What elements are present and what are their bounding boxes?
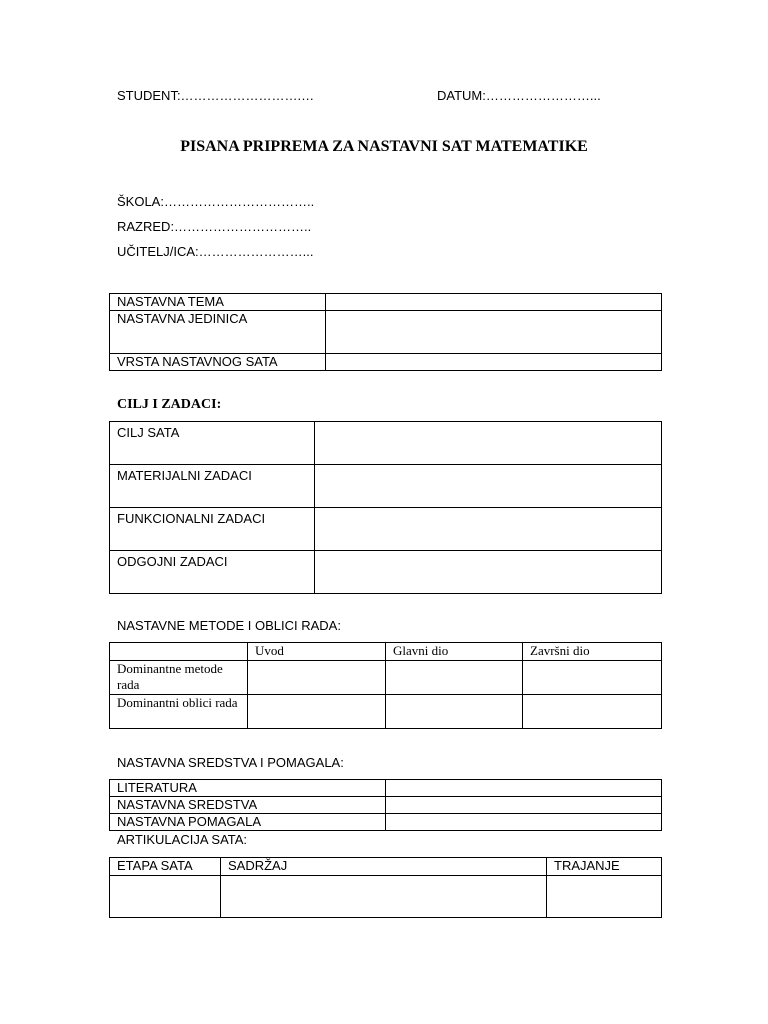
functional-tasks-value[interactable]	[315, 508, 662, 551]
lesson-info-table	[109, 293, 662, 371]
literature-value[interactable]	[386, 780, 662, 797]
functional-tasks-label: FUNKCIONALNI ZADACI	[110, 508, 315, 551]
stage-cell[interactable]	[110, 876, 221, 918]
student-field[interactable]: STUDENT:……………………….…	[117, 88, 315, 103]
content-cell[interactable]	[221, 876, 547, 918]
stage-column-header: ETAPA SATA	[110, 858, 221, 876]
educational-tasks-value[interactable]	[315, 551, 662, 594]
material-tasks-label: MATERIJALNI ZADACI	[110, 465, 315, 508]
lesson-topic-label: NASTAVNA TEMA	[110, 294, 326, 311]
methods-col-main: Glavni dio	[386, 643, 523, 661]
lesson-topic-value[interactable]	[326, 294, 662, 311]
date-field[interactable]: DATUM:……………………...	[437, 88, 601, 103]
class-field[interactable]: RAZRED:…………………………..	[117, 219, 312, 234]
dominant-forms-main[interactable]	[386, 695, 523, 729]
articulation-table	[109, 857, 662, 918]
resources-heading: NASTAVNA SREDSTVA I POMAGALA:	[117, 755, 344, 770]
dominant-methods-intro[interactable]	[248, 661, 386, 695]
content-column-header: SADRŽAJ	[221, 858, 547, 876]
educational-tasks-label: ODGOJNI ZADACI	[110, 551, 315, 594]
page-title: PISANA PRIPREMA ZA NASTAVNI SAT MATEMATIKE	[180, 138, 588, 155]
dominant-forms-intro[interactable]	[248, 695, 386, 729]
resources-table	[109, 779, 662, 831]
lesson-unit-label: NASTAVNA JEDINICA	[110, 311, 326, 354]
teaching-aids-label: NASTAVNA SREDSTVA	[110, 797, 386, 814]
methods-corner-cell	[110, 643, 248, 661]
teacher-field[interactable]: UČITELJ/ICA:……………………...	[117, 244, 314, 259]
dominant-forms-final[interactable]	[523, 695, 662, 729]
lesson-type-label: VRSTA NASTAVNOG SATA	[110, 354, 326, 371]
teaching-tools-label: NASTAVNA POMAGALA	[110, 814, 386, 831]
dominant-forms-label: Dominantni oblici rada	[110, 695, 248, 729]
school-field[interactable]: ŠKOLA:……………………………..	[117, 194, 315, 209]
material-tasks-value[interactable]	[315, 465, 662, 508]
dominant-methods-main[interactable]	[386, 661, 523, 695]
goals-heading: CILJ I ZADACI:	[117, 397, 222, 412]
lesson-unit-value[interactable]	[326, 311, 662, 354]
literature-label: LITERATURA	[110, 780, 386, 797]
methods-heading: NASTAVNE METODE I OBLICI RADA:	[117, 618, 341, 633]
goal-row-value[interactable]	[315, 422, 662, 465]
teaching-aids-value[interactable]	[386, 797, 662, 814]
dominant-methods-final[interactable]	[523, 661, 662, 695]
articulation-heading: ARTIKULACIJA SATA:	[117, 832, 248, 847]
methods-col-intro: Uvod	[248, 643, 386, 661]
methods-col-final: Završni dio	[523, 643, 662, 661]
goal-row-label: CILJ SATA	[110, 422, 315, 465]
duration-cell[interactable]	[547, 876, 662, 918]
methods-table	[109, 642, 662, 729]
duration-column-header: TRAJANJE	[547, 858, 662, 876]
teaching-tools-value[interactable]	[386, 814, 662, 831]
lesson-type-value[interactable]	[326, 354, 662, 371]
goals-table	[109, 421, 662, 594]
dominant-methods-label: Dominantne metode rada	[110, 661, 248, 695]
